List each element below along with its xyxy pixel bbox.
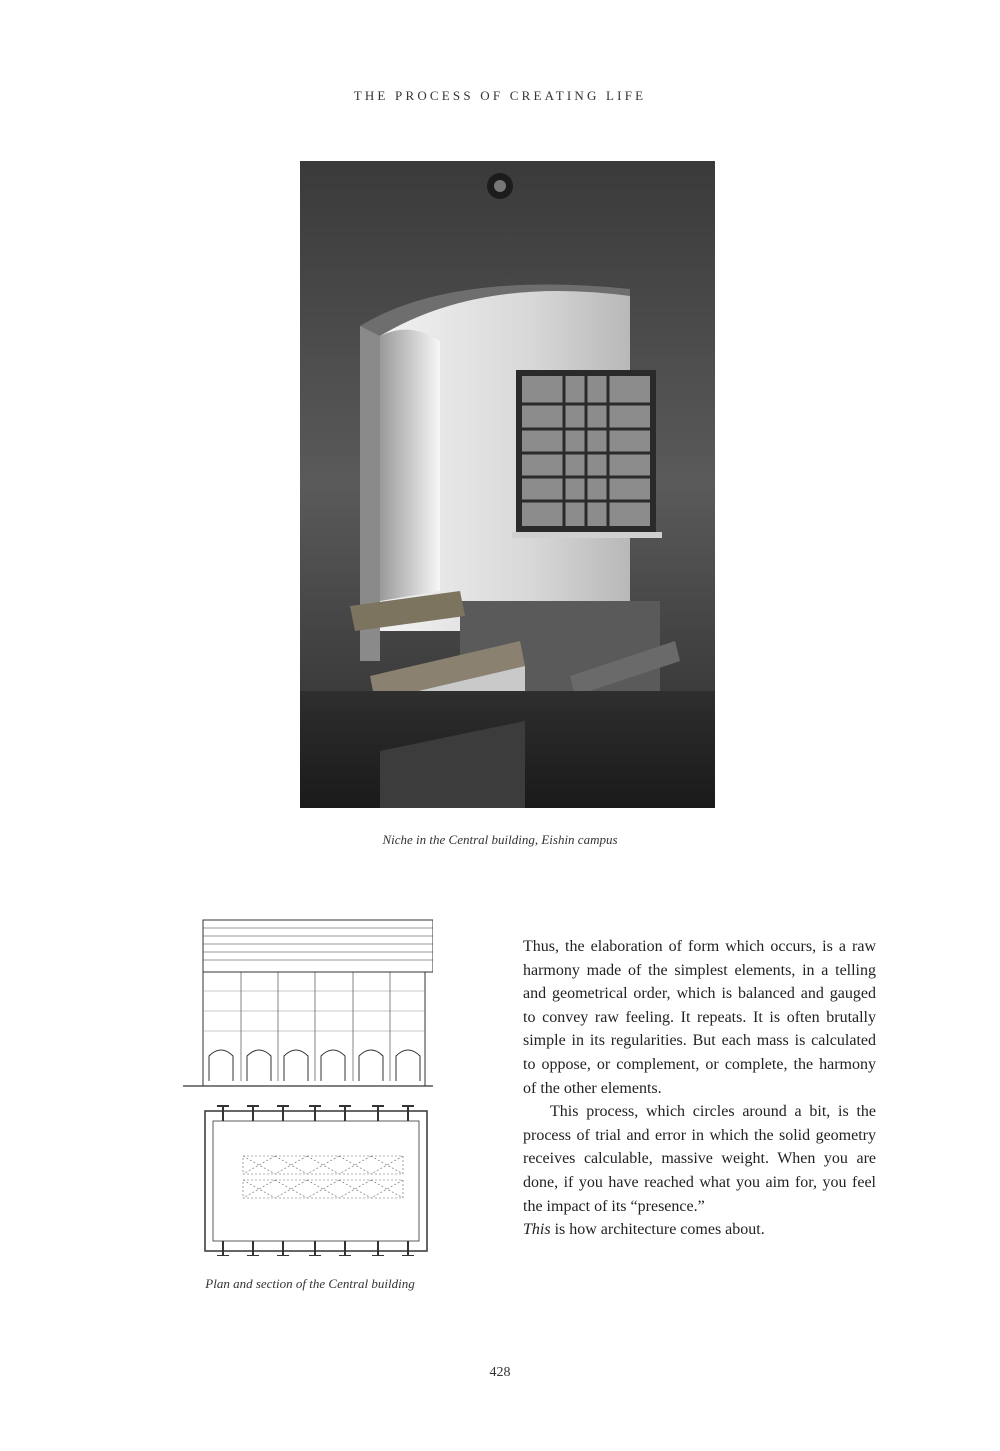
paragraph-3 xyxy=(523,1218,876,1242)
paragraph-3-rest: is how architecture comes about. xyxy=(550,1221,765,1239)
photo-caption: Niche in the Central building, Eishin campus xyxy=(382,832,618,847)
running-head: THE PROCESS OF CREATING LIFE xyxy=(353,88,647,103)
paragraph-2: This process, which circles around a bit, is the process of trial and error in which the solid geometry receives calculable, massive weight. When you are done, if you have reached what you aim for, you feel the impact of its “presence.” xyxy=(523,1103,876,1215)
drawing-caption: Plan and section of the Central building xyxy=(205,1276,415,1291)
paragraph-1: Thus, the elaboration of form which occurs, is a raw harmony made of the simplest elements, in a telling and geometrical order, which is balanced and gauged to convey raw feeling. It repeats. It is often brutally simple in its regularities. But each mass is calculated to oppose, or complement, or complete, the harmony of the other elements. xyxy=(523,938,876,1097)
body-text xyxy=(523,935,876,1242)
emphasis-this: This xyxy=(523,1221,551,1239)
niche-photograph xyxy=(300,161,715,808)
page-number: 428 xyxy=(489,1365,511,1380)
plan-and-section-drawing xyxy=(183,916,433,1256)
